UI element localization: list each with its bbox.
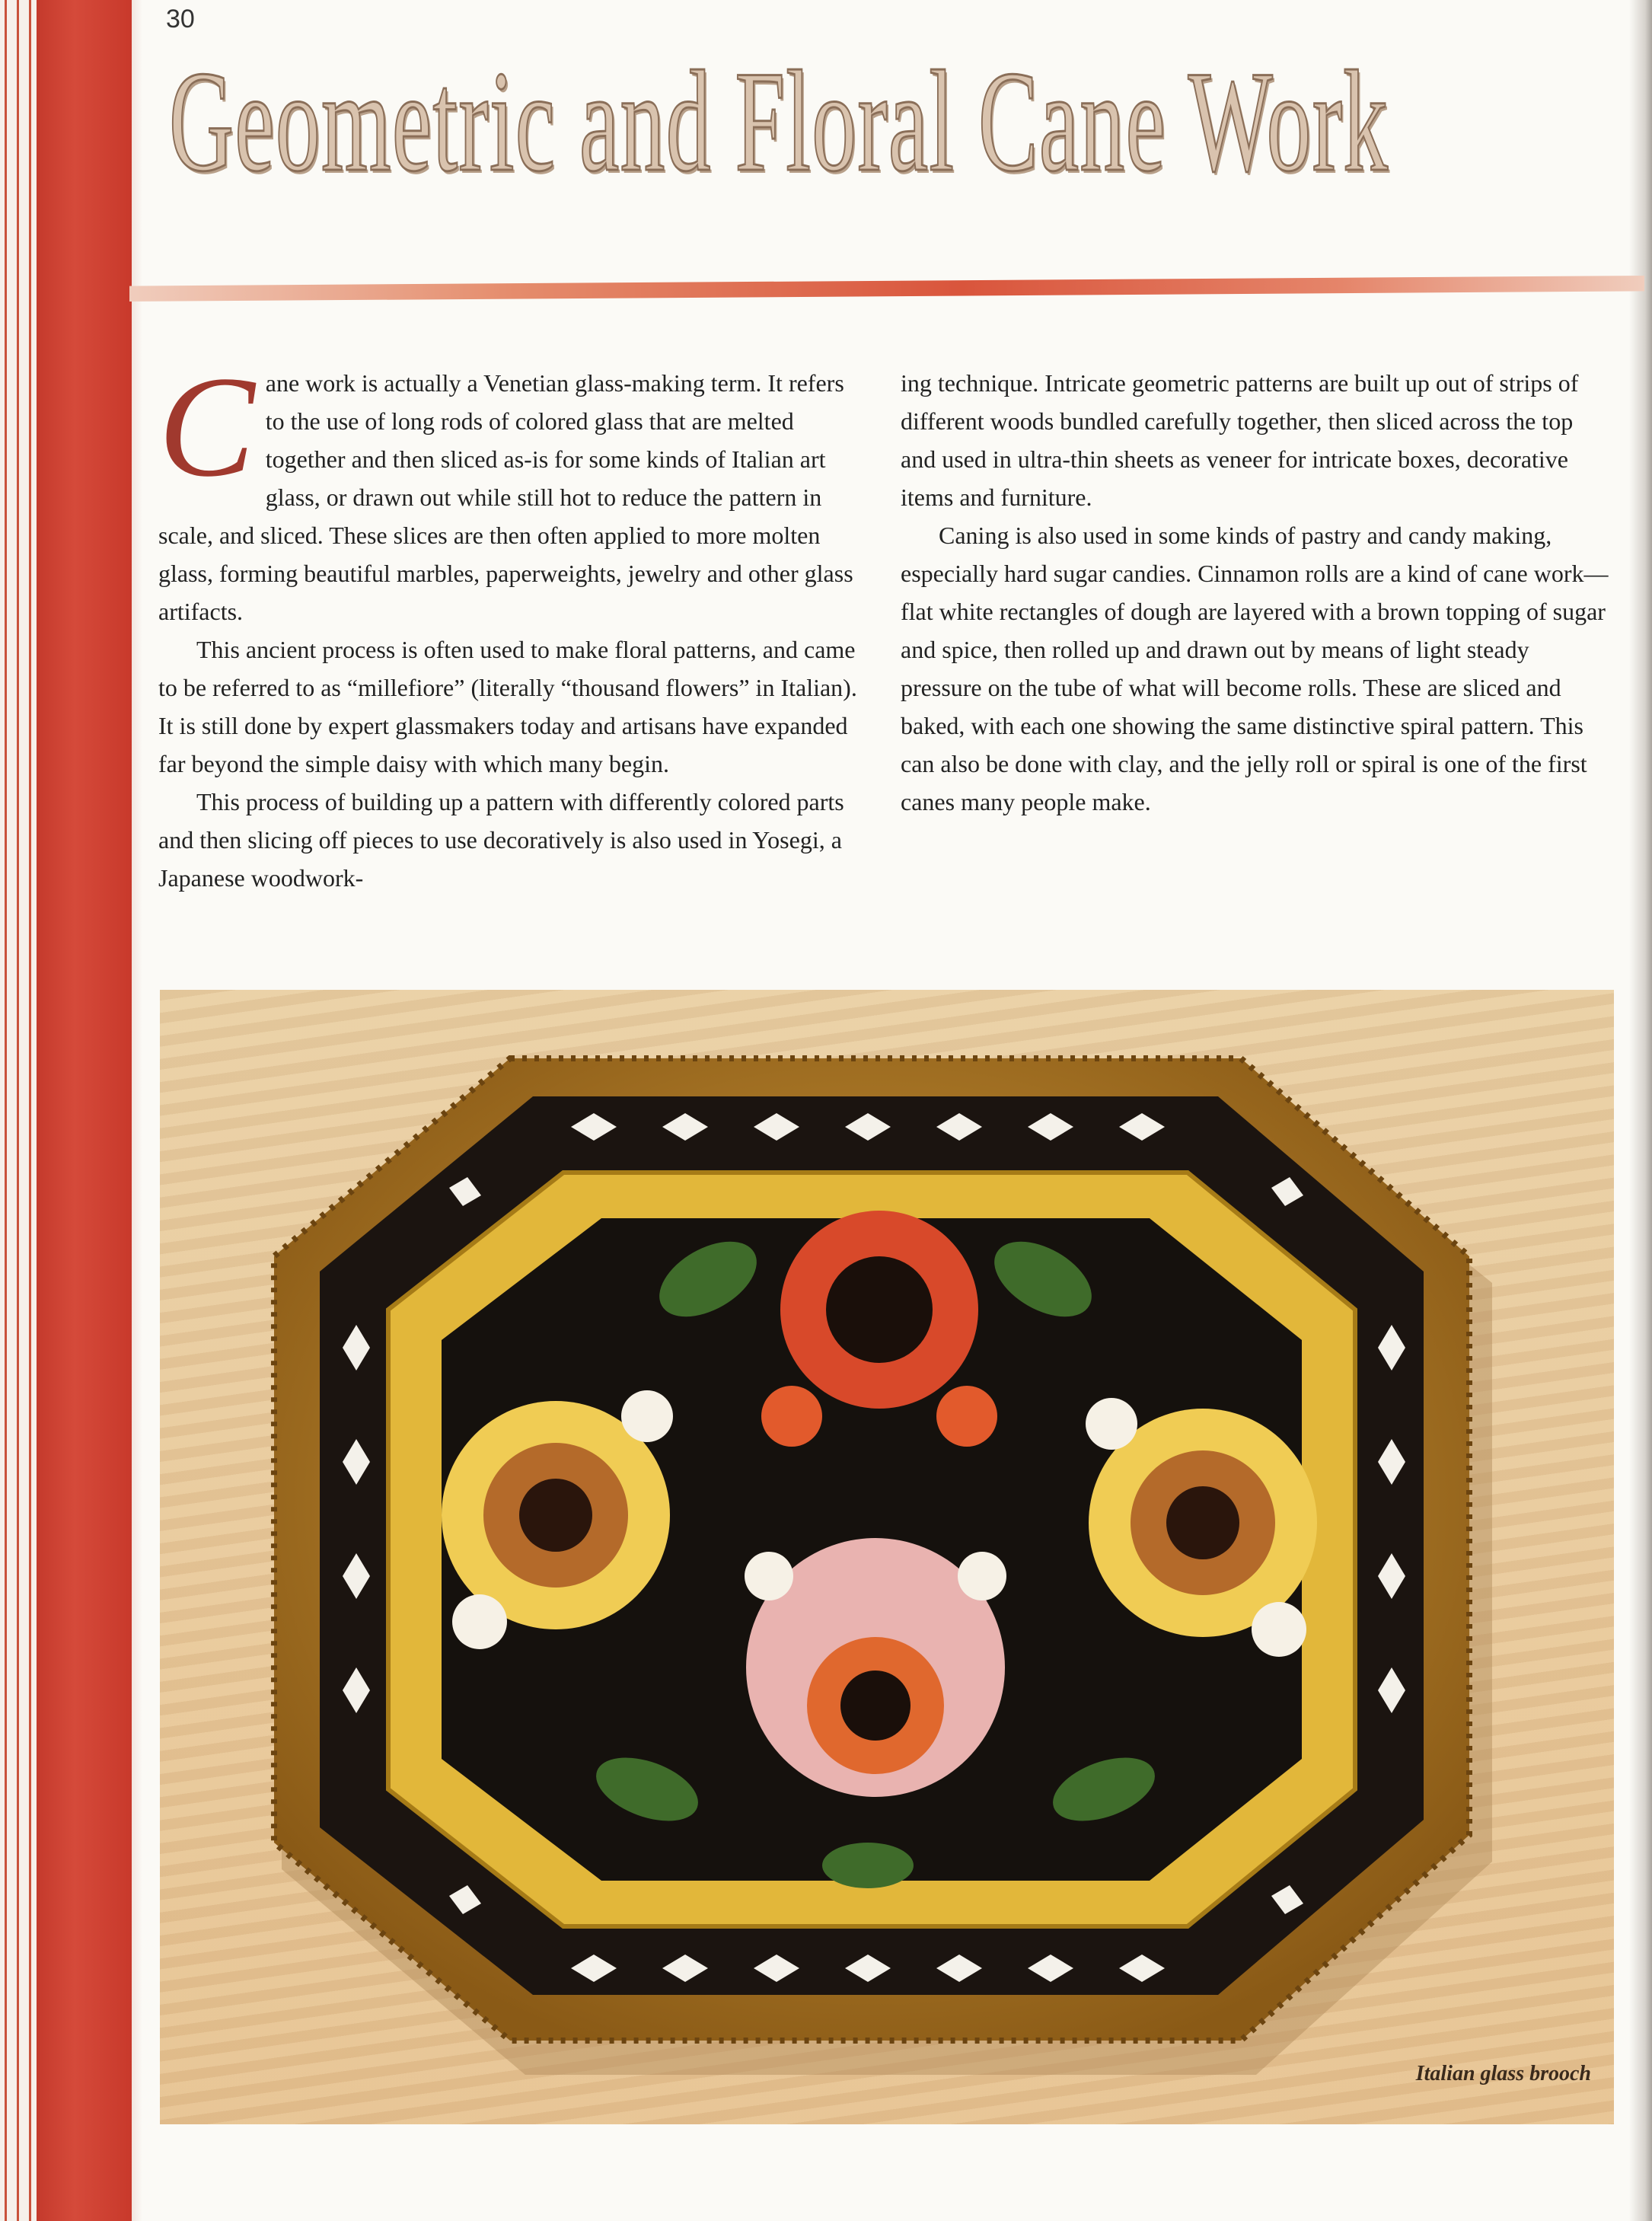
red-margin-band <box>37 0 132 2221</box>
paragraph: Caning is also used in some kinds of pastry and candy making, especially hard sugar candies. Cinnamon rolls are a kind of cane work—flat white rectangles of dough are layered with a brown topping of sugar and spice, then rolled up and drawn out by means of light steady pressure on the tube of what will become rolls. These are sliced and baked, with each one showing the same distinctive spiral pattern. This can also be done with clay, and the jelly roll or spiral is one of the first canes many people make. <box>901 522 1609 815</box>
photo-caption: Italian glass brooch <box>1415 2062 1591 2085</box>
paragraph-text: ane work is actually a Venetian glass-making term. It refers to the use of long rods of colored glass that are melted together and then sliced as-is for some kinds of Italian art glass, or drawn out while still hot to reduce the pattern in scale, and sliced. These slices are then often applied to more molten glass, forming beautiful marbles, paperweights, jewelry and other glass artifacts. <box>158 369 853 625</box>
page-gutter-shadow <box>1629 0 1652 2221</box>
title-rule <box>129 276 1644 302</box>
page-edge-lines <box>0 0 37 2221</box>
page-number: 30 <box>166 5 195 34</box>
page-title: Geometric and Floral Cane Work <box>169 42 1389 202</box>
article-body <box>158 347 1609 973</box>
brooch-photo <box>160 990 1614 2124</box>
paragraph: ing technique. Intricate geometric patterns are built up out of strips of different woods bundled carefully together, then sliced across the top and used in ultra-thin sheets as veneer for intricate boxes, decorative items and furniture. <box>901 369 1579 511</box>
paragraph: This process of building up a pattern with differently colored parts and then slicing off pieces to use decoratively is also used in Yosegi, a Japanese woodwork- <box>158 788 844 892</box>
margin-band-edge <box>132 0 142 2221</box>
paragraph: This ancient process is often used to make floral patterns, and came to be referred to as “millefiore” (literally “thousand flowers” in Italian). It is still done by expert glassmakers today and artisans have expanded far beyond the simple daisy with which many begin. <box>158 636 857 777</box>
right-column <box>901 364 1609 821</box>
left-column <box>158 347 859 897</box>
pink-flower <box>745 1538 1006 1797</box>
brooch-illustration <box>160 990 1614 2124</box>
drop-cap: C <box>158 347 255 507</box>
paragraph <box>158 347 859 630</box>
